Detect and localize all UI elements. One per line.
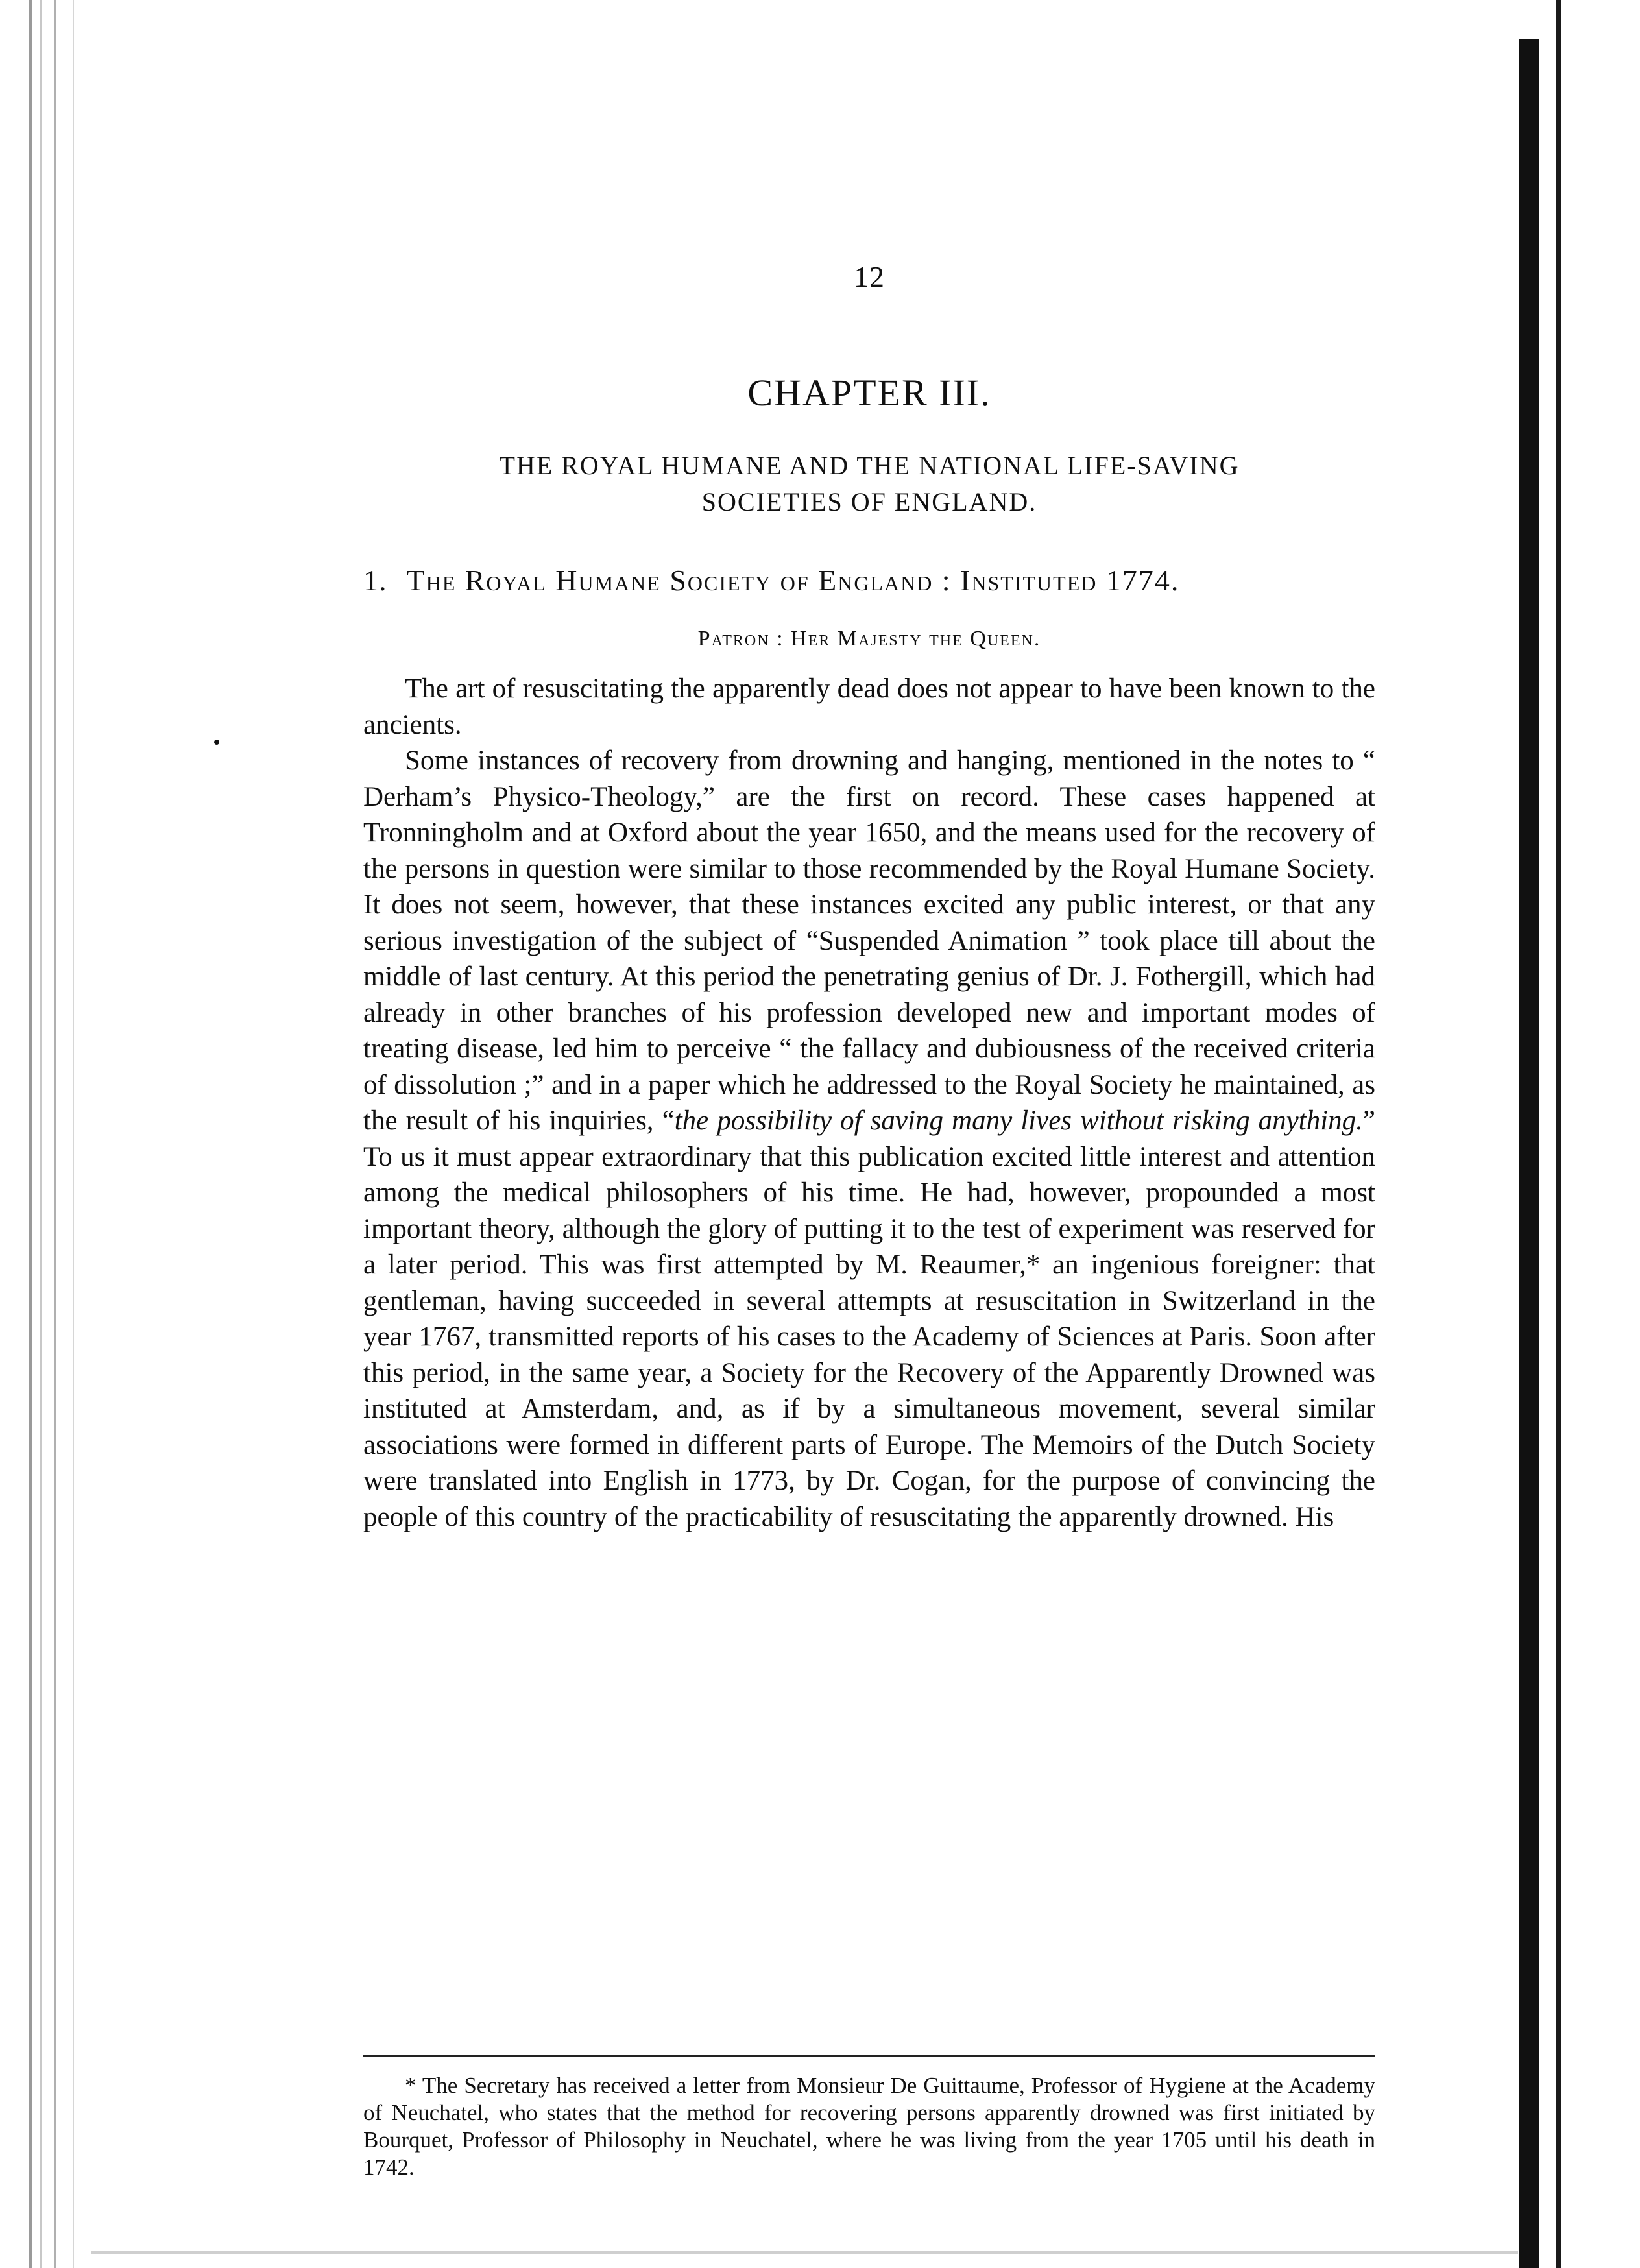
patron-line: Patron : Her Majesty the Queen. [697, 627, 1041, 651]
paragraph-2 [363, 743, 1375, 1535]
paragraph-1: The art of resuscitating the apparently dead does not appear to have been known to the ancients. [363, 673, 1375, 740]
footnote-text: * The Secretary has received a letter from Monsieur De Guittaume, Professor of Hygiene at the Academy of Neuchatel, who states that the method for recovering persons apparently drowned was first initiated by Bourquet, Professor of Philosophy in Neuchatel, where he was living from the year 1705 until his death in 1742. [363, 2073, 1375, 2180]
scan-edge-left [29, 0, 32, 2268]
scan-edge-bottom [91, 2251, 1518, 2254]
chapter-heading: CHAPTER III. [747, 372, 991, 414]
paragraph-2-quote: the possibility of saving many lives without risking anything. [674, 1105, 1363, 1136]
footnote [363, 2072, 1375, 2181]
scan-edge-right-line [1556, 0, 1561, 2268]
scan-edge-right-bar [1519, 39, 1539, 2268]
ink-speck [214, 740, 219, 745]
footnote-rule [363, 2055, 1375, 2057]
paragraph-2-part-1: Some instances of recovery from drowning and hanging, mentioned in the notes to “ Derham’s Physico-Theology,” are the first on record. These cases happened at Tronningholm and at Oxford about the year 1650, and the means used for the recovery of the persons in question were similar to those recommended by the Royal Humane Society. It does not seem, however, that these instances excited any public interest, or that any serious investigation of the subject of “Suspended Animation ” took place till about the middle of last century. At this period the penetrating genius of Dr. J. Fothergill, which had already in other branches of his profession developed new and important modes of treating disease, led him to perceive “ the fallacy and dubiousness of the received criteria of dissolution ;” and in a paper which he addressed to the Royal Society he maintained, as the result of his inquiries, “ [363, 745, 1375, 1136]
scan-edge-left-inner [40, 0, 42, 2268]
section-title: The Royal Humane Society of England : Instituted 1774. [406, 564, 1180, 597]
section-number: 1. [363, 564, 387, 597]
paragraph-2-part-2: ” To us it must appear extraordinary that this publication excited little interest and attention among the medical philosophers of his time. He had, however, propounded a most important theory, although the glory of putting it to the test of experiment was reserved for a later period. This was first attempted by M. Reaumer,* an ingenious foreigner: that gentleman, having succeeded in several attempts at resuscitation in Switzerland in the year 1767, transmitted reports of his cases to the Academy of Sciences at Paris. Soon after this period, in the same year, a Society for the Recovery of the Apparently Drowned was instituted at Amsterdam, and, as if by a simultaneous movement, several similar associations were formed in different parts of Europe. The Memoirs of the Dutch Society were translated into English in 1773, by Dr. Cogan, for the purpose of convincing the people of this country of the practicability of resuscitating the apparently drowned. His [363, 1105, 1375, 1532]
scan-edge-left-inner3 [73, 0, 74, 2268]
chapter-title [363, 448, 1375, 520]
section-heading [363, 563, 1375, 597]
scan-edge-left-inner2 [54, 0, 56, 2268]
page-number: 12 [854, 260, 885, 293]
chapter-title-line-2: SOCIETIES OF ENGLAND. [701, 487, 1037, 516]
chapter-title-line-1: THE ROYAL HUMANE AND THE NATIONAL LIFE-SAVING [499, 451, 1240, 480]
body-text [363, 671, 1375, 1535]
